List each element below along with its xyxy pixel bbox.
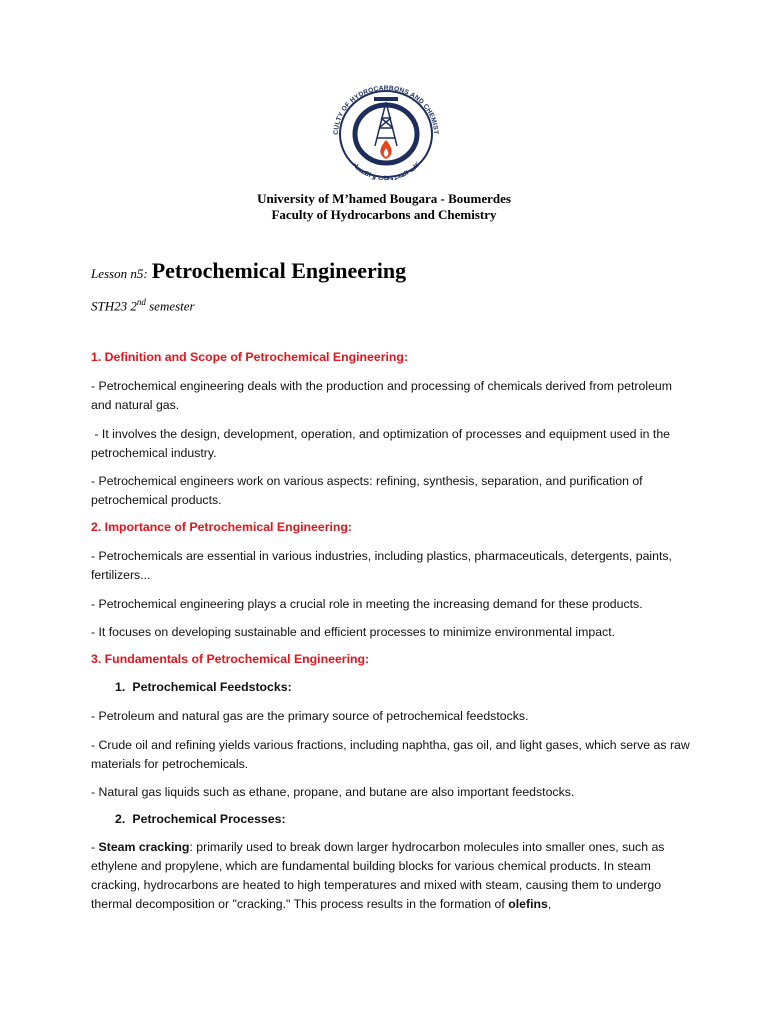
steam-cracking-dash: - [91, 840, 99, 854]
semester-ordinal: nd [136, 297, 146, 307]
faculty-logo-emblem [322, 80, 450, 180]
subheading-number: 2. [115, 812, 126, 826]
section-1-paragraph-2: - It involves the design, development, operation, and optimization of processes and equipment used in the petrochemical industry. [91, 427, 674, 460]
section-1-paragraph-3: - Petrochemical engineers work on various aspects: refining, synthesis, separation, and purification of petrochemical products. [91, 474, 643, 507]
steam-cracking-term: Steam cracking [98, 840, 190, 854]
section-3-paragraph-3: - Natural gas liquids such as ethane, propane, and butane are also important feedstocks. [91, 785, 575, 799]
section-1-paragraph-1: - Petrochemical engineering deals with the production and processing of chemicals derived from petroleum and natural gas. [91, 379, 672, 412]
lesson-colon: : [143, 266, 148, 281]
steam-cracking-tail: , [547, 897, 552, 911]
lesson-title-line [91, 258, 406, 284]
lesson-number: Lesson n5 [91, 266, 144, 281]
section-3-heading: 3. Fundamentals of Petrochemical Engineering: [91, 652, 370, 666]
subheading-label: Petrochemical Processes: [132, 812, 286, 826]
subheading-processes [115, 812, 286, 826]
section-1-heading: 1. Definition and Scope of Petrochemical Engineering: [91, 350, 409, 364]
subheading-number: 1. [115, 680, 126, 694]
section-2-paragraph-3: - It focuses on developing sustainable and efficient processes to minimize environmental impact. [91, 625, 616, 639]
logo-text-bottom: كلية المحروقات و الكيمياء [350, 161, 422, 180]
steam-cracking-paragraph [91, 838, 691, 914]
semester-word: semester [145, 298, 195, 314]
lesson-title: Petrochemical Engineering [151, 258, 407, 283]
section-2-paragraph-2: - Petrochemical engineering plays a crucial role in meeting the increasing demand for these products. [91, 597, 643, 611]
subheading-label: Petrochemical Feedstocks: [132, 680, 292, 694]
steam-cracking-body: : primarily used to break down larger hydrocarbon molecules into smaller ones, such as ethylene and propylene, which are fundamental building blocks for various chemical products. In steam cracking, hydrocarbons are heated to high temperatures and mixed with steam, causing them to undergo thermal decomposition or "cracking." This process results in the formation of [91, 840, 665, 911]
section-2-heading: 2. Importance of Petrochemical Engineering: [91, 520, 353, 534]
faculty-logo [322, 80, 450, 180]
section-2-paragraph-1: - Petrochemicals are essential in various industries, including plastics, pharmaceuticals, detergents, paints, fertilizers... [91, 549, 672, 582]
subheading-feedstocks [115, 680, 292, 694]
section-3-paragraph-1: - Petroleum and natural gas are the primary source of petrochemical feedstocks. [91, 709, 529, 723]
section-3-paragraph-2: - Crude oil and refining yields various fractions, including naphtha, gas oil, and light gases, which serve as raw materials for petrochemicals. [91, 738, 690, 771]
semester-label [91, 297, 195, 314]
faculty-name: Faculty of Hydrocarbons and Chemistry [271, 207, 497, 222]
olefins-term: olefins [508, 897, 548, 911]
university-name: University of M’hamed Bougara - Boumerdes [257, 191, 511, 206]
semester-code: STH23 2 [91, 298, 137, 314]
logo-text-top: CULTY OF HYDROCARBONS AND CHEMIST [332, 84, 440, 135]
